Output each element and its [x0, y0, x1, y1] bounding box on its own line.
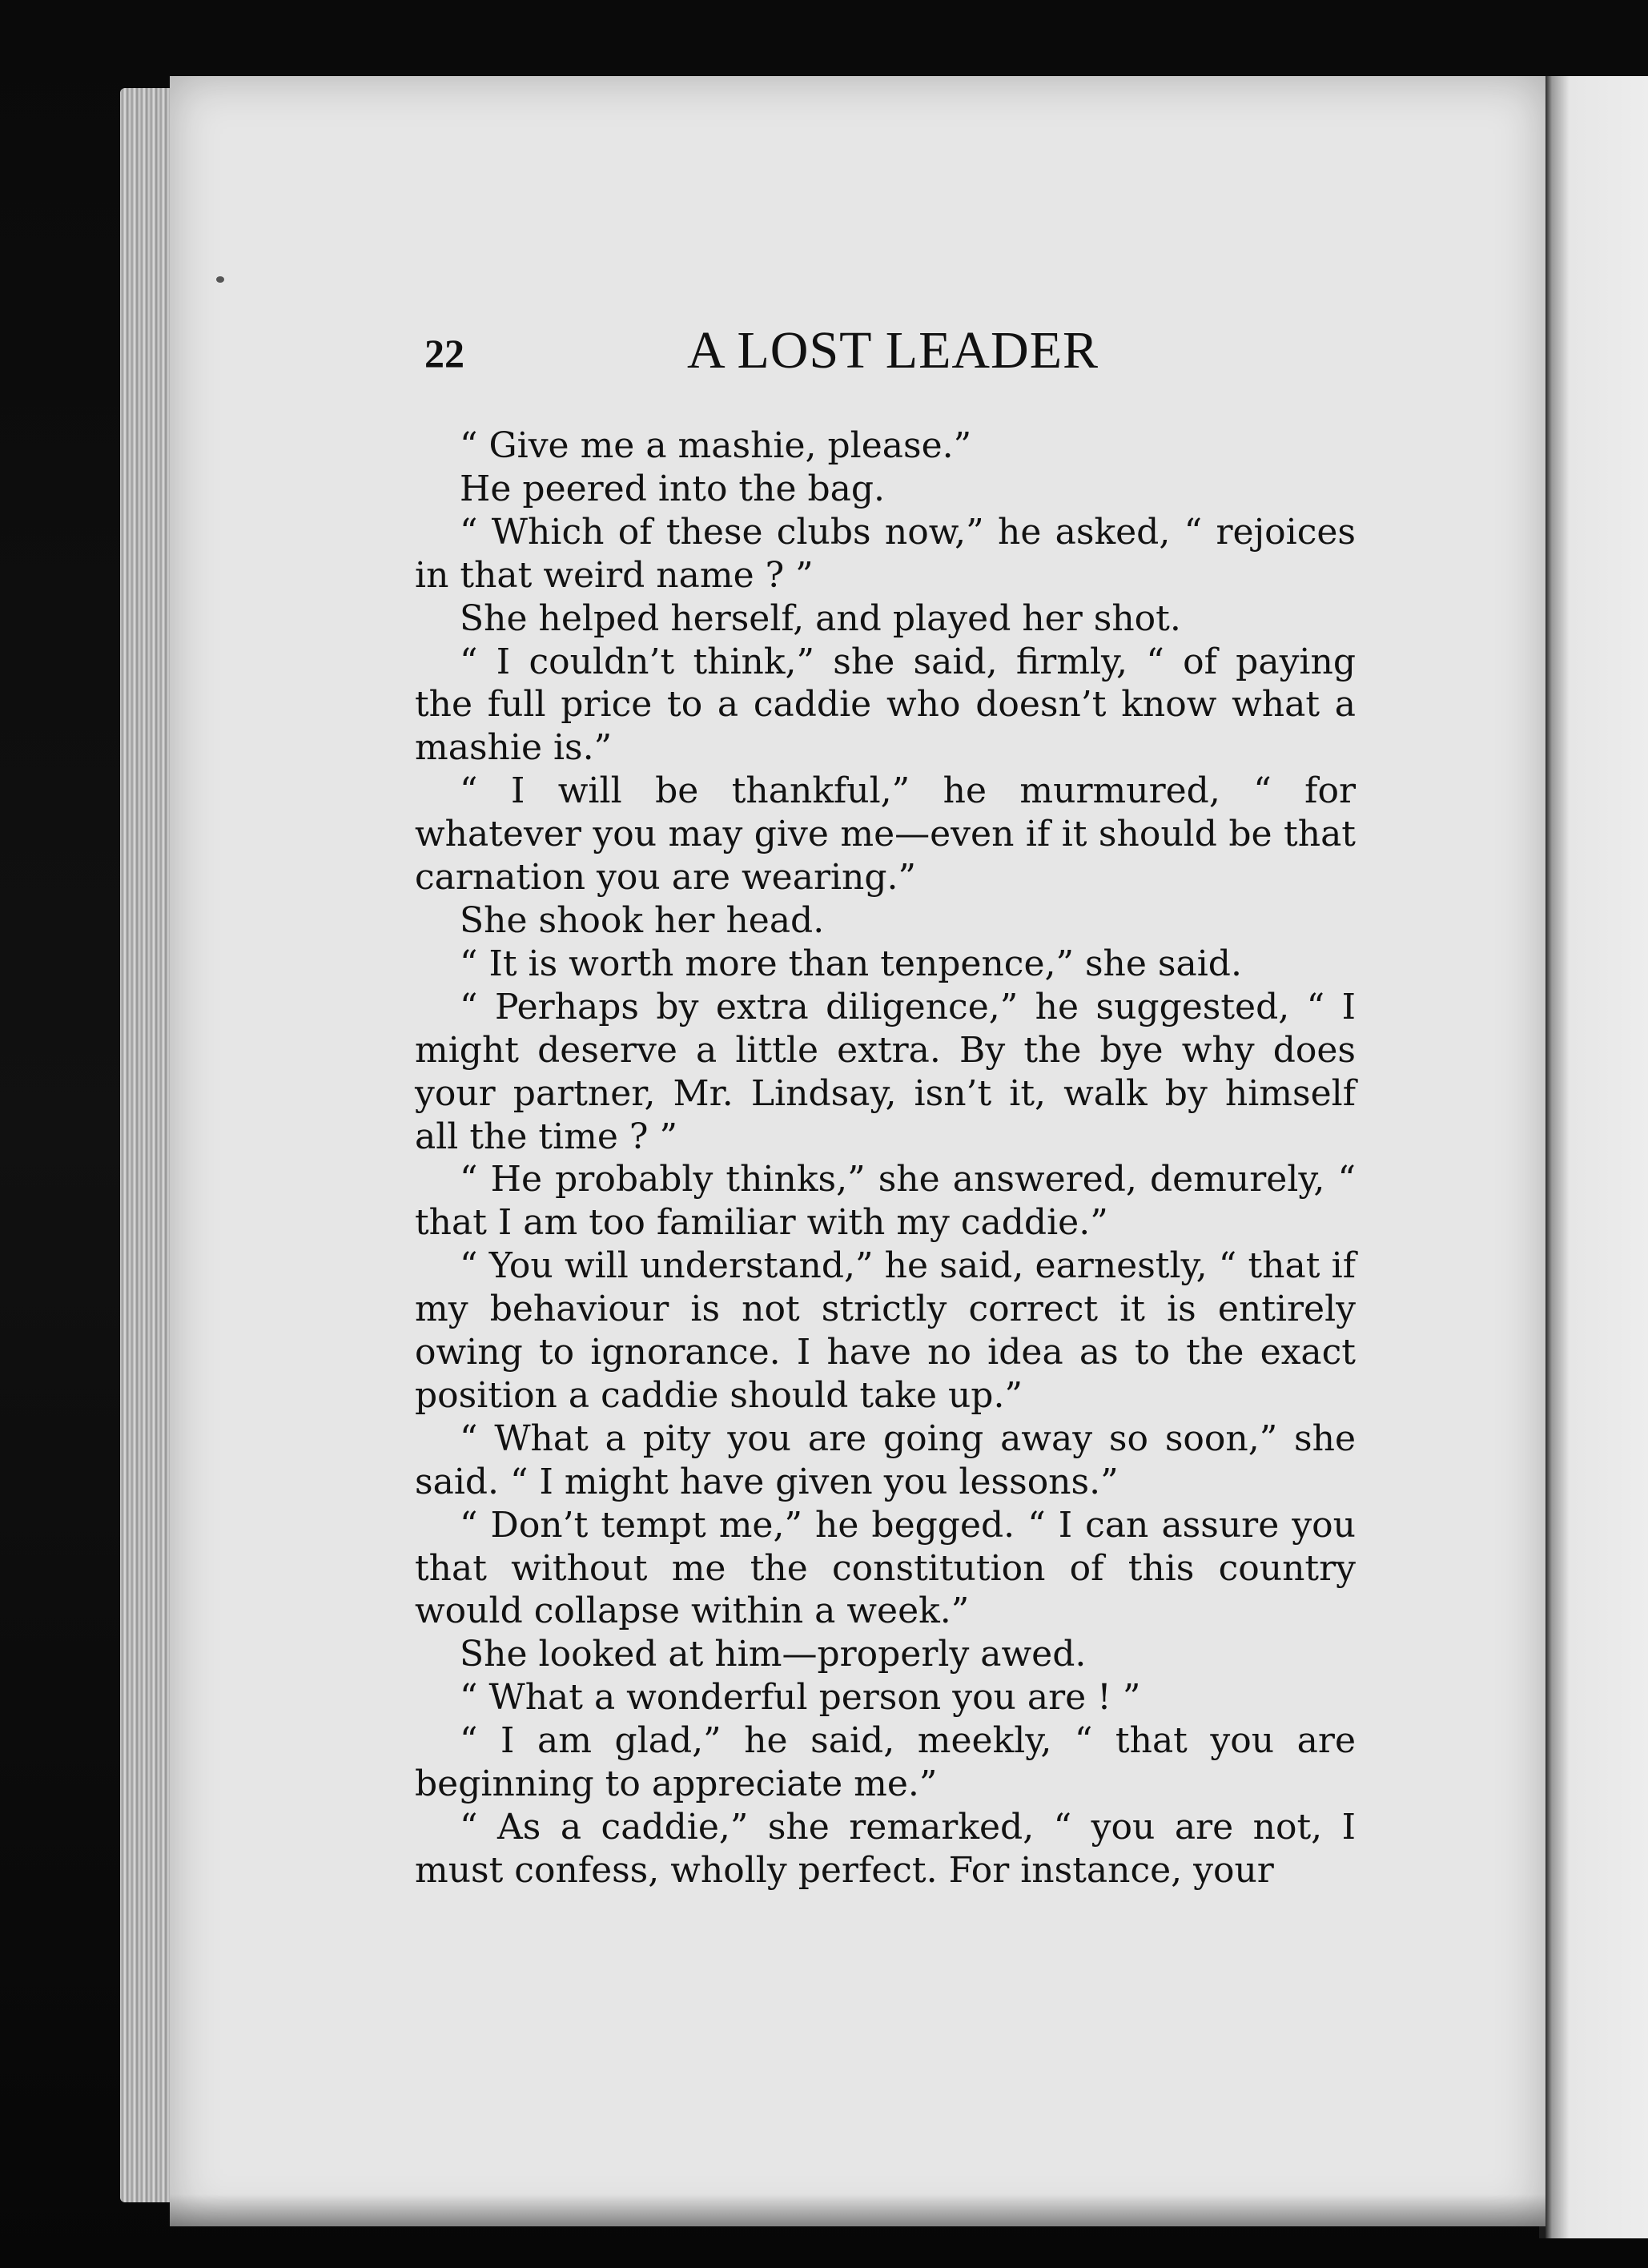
paragraph: “ You will understand,” he said, earnestly, “ that if my behaviour is not strictly correct it is entirely owing to ignorance. I have no idea as to the exact position a caddie should take up.” — [415, 1245, 1356, 1416]
page-header — [424, 320, 1361, 392]
paragraph: “ Which of these clubs now,” he asked, “ rejoices in that weird name ? ” — [415, 511, 1356, 596]
paragraph: “ It is worth more than tenpence,” she said. — [460, 943, 1242, 984]
paragraph: He peered into the bag. — [460, 468, 886, 509]
paragraph: “ I am glad,” he said, meekly, “ that you are beginning to appreciate me.” — [415, 1720, 1356, 1805]
paragraph: She shook her head. — [460, 899, 825, 941]
page-speck — [216, 276, 224, 283]
page-number: 22 — [424, 331, 464, 376]
facing-page-edge — [1546, 76, 1648, 2238]
paragraph: “ He probably thinks,” she answered, demurely, “ that I am too familiar with my caddie.” — [415, 1159, 1356, 1244]
paragraph: “ Perhaps by extra diligence,” he suggested, “ I might deserve a little extra. By the bye why does your partner, Mr. Lindsay, isn’t it, walk by himself all the time ? ” — [415, 986, 1356, 1157]
paragraph: “ Give me a mashie, please.” — [460, 425, 972, 466]
paragraph: “ Don’t tempt me,” he begged. “ I can assure you that without me the constitution of this country would collapse within a week.” — [415, 1504, 1356, 1632]
paragraph: She looked at him—properly awed. — [460, 1634, 1087, 1675]
paragraph: She helped herself, and played her shot. — [460, 597, 1181, 639]
paragraph: “ What a pity you are going away so soon,” she said. “ I might have given you lessons.” — [415, 1418, 1356, 1502]
paragraph: “ As a caddie,” she remarked, “ you are not, I must confess, wholly perfect. For instance, your — [415, 1807, 1356, 1891]
running-title: A LOST LEADER — [686, 321, 1099, 380]
paragraph: “ I couldn’t think,” she said, firmly, “ of paying the full price to a caddie who doesn’t know what a mashie is.” — [415, 641, 1356, 769]
paragraph: “ I will be thankful,” he murmured, “ for whatever you may give me—even if it should be that carnation you are wearing.” — [415, 770, 1356, 899]
body-text — [415, 424, 1356, 1892]
paragraph: “ What a wonderful person you are ! ” — [460, 1677, 1141, 1719]
